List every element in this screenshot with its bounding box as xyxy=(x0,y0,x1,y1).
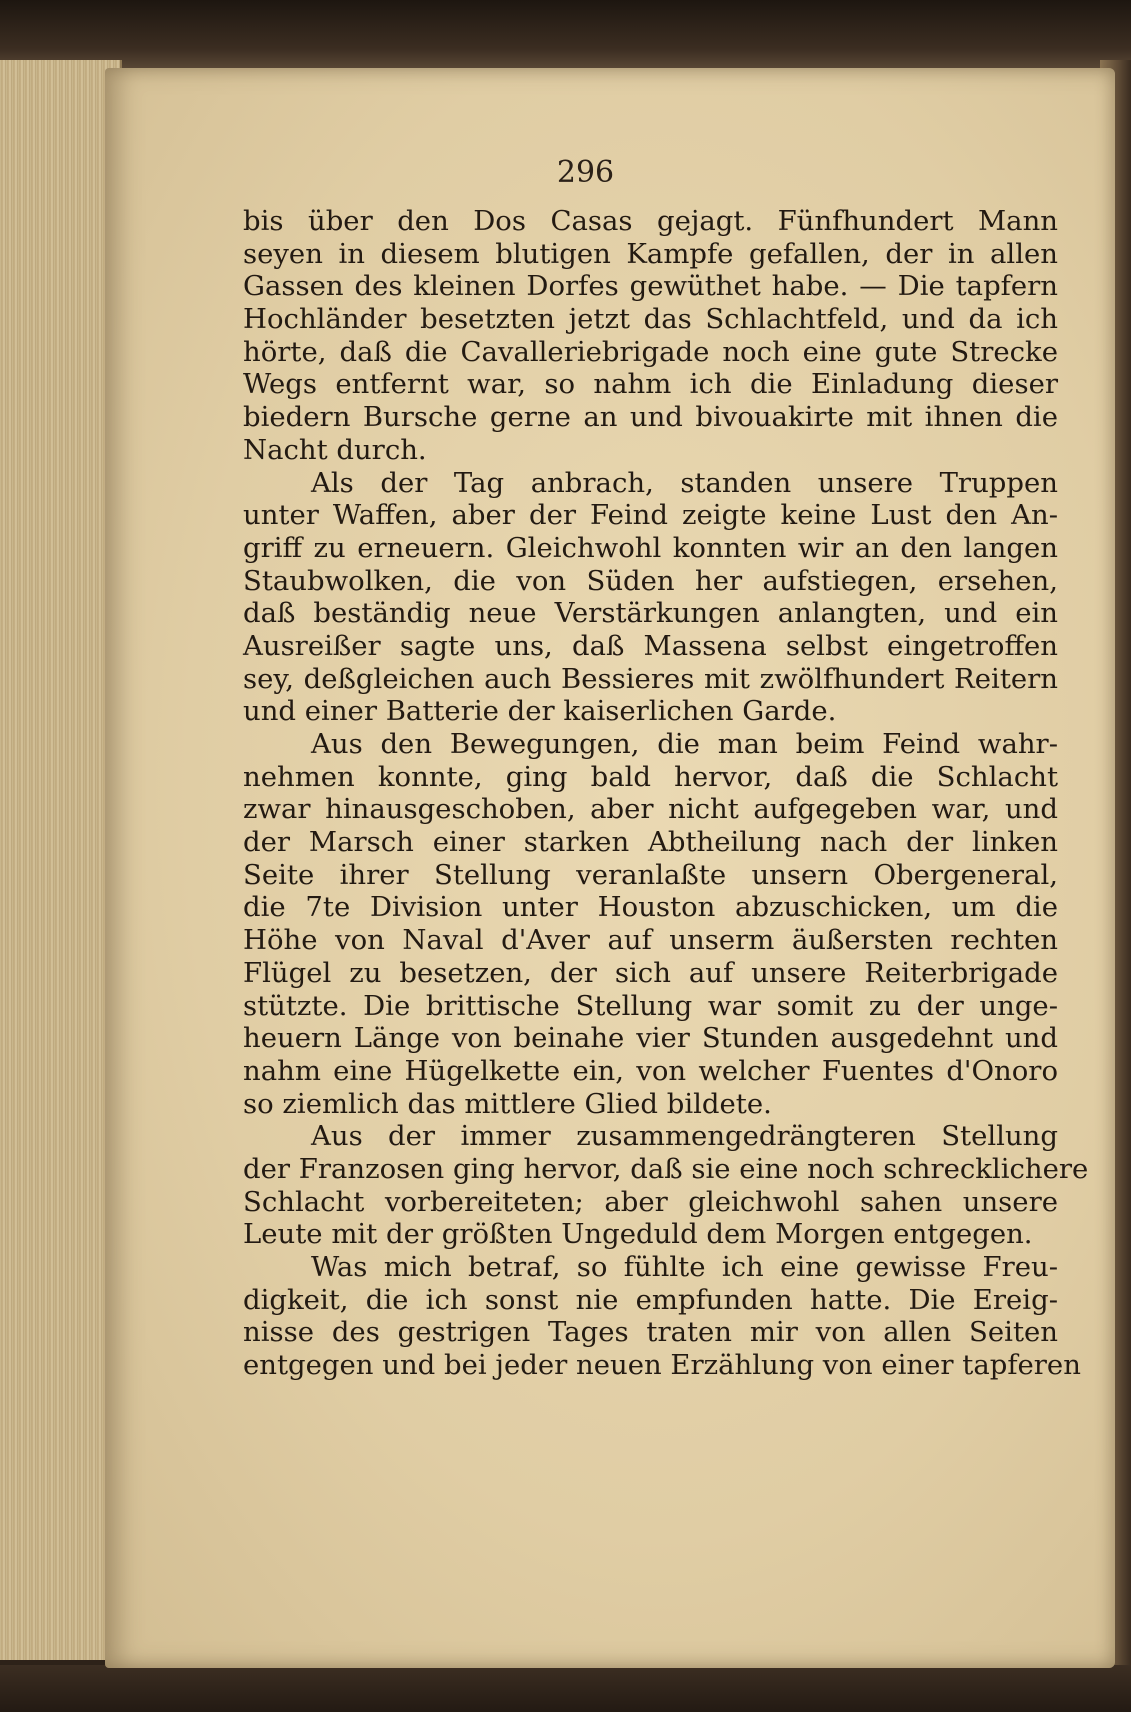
body-text xyxy=(243,205,1089,1382)
text-line: entgegen und bei jeder neuen Erzählung von einer tapferen xyxy=(243,1349,1081,1382)
text-line: der Franzosen ging hervor, daß sie eine noch schrecklichere xyxy=(243,1152,1089,1185)
text-line: zwar hinausgeschoben, aber nicht aufgegeben war, und xyxy=(243,793,1058,826)
text-line: Hochländer besetzten jetzt das Schlachtfeld, und da ich xyxy=(243,303,1058,336)
text-line: Ausreißer sagte uns, daß Massena selbst eingetroffen xyxy=(243,629,1058,662)
text-line: bis über den Dos Casas gejagt. Fünfhundert Mann xyxy=(243,205,1058,237)
text-line: hörte, daß die Cavalleriebrigade noch eine gute Strecke xyxy=(243,335,1058,368)
text-line: und einer Batterie der kaiserlichen Garde. xyxy=(243,695,837,728)
text-line: digkeit, die ich sonst nie empfunden hatte. Die Ereig- xyxy=(243,1283,1058,1316)
text-line: griff zu erneuern. Gleichwohl konnten wir an den langen xyxy=(243,531,1058,564)
book-top-edge xyxy=(0,0,1131,70)
text-line: der Marsch einer starken Abtheilung nach der linken xyxy=(243,826,1058,859)
text-line: Flügel zu besetzen, der sich auf unsere Reiterbrigade xyxy=(243,956,1058,989)
text-line: Als der Tag anbrach, standen unsere Truppen xyxy=(311,466,1058,499)
text-line: Wegs entfernt war, so nahm ich die Einladung dieser xyxy=(243,368,1058,401)
text-line: sey, deßgleichen auch Bessieres mit zwölfhundert Reitern xyxy=(243,662,1058,695)
text-line: Was mich betraf, so fühlte ich eine gewisse Freu- xyxy=(311,1251,1058,1283)
text-line: Aus den Bewegungen, die man beim Feind wahr- xyxy=(311,728,1058,760)
text-line: unter Waffen, aber der Feind zeigte keine Lust den An- xyxy=(243,499,1058,532)
text-line: Gassen des kleinen Dorfes gewüthet habe. — Die tapfern xyxy=(243,270,1058,303)
text-line: so ziemlich das mittlere Glied bildete. xyxy=(243,1087,772,1120)
book-bottom-edge xyxy=(0,1665,1131,1712)
page-stack-edge xyxy=(0,60,122,1660)
page-number: 296 xyxy=(556,155,615,190)
text-line: stützte. Die brittische Stellung war somit zu der unge- xyxy=(243,989,1058,1022)
text-line: Nacht durch. xyxy=(243,433,427,466)
text-line: daß beständig neue Verstärkungen anlangten, und ein xyxy=(243,597,1058,630)
text-line: Leute mit der größten Ungeduld dem Morgen entgegen. xyxy=(243,1218,1033,1251)
text-line: nahm eine Hügelkette ein, von welcher Fuentes d'Onoro xyxy=(243,1054,1058,1087)
text-line: Seite ihrer Stellung veranlaßte unsern Obergeneral, xyxy=(243,858,1058,891)
text-line: biedern Bursche gerne an und bivouakirte mit ihnen die xyxy=(243,401,1058,434)
text-line: Höhe von Naval d'Aver auf unserm äußersten rechten xyxy=(243,924,1058,957)
text-line: Staubwolken, die von Süden her aufstiegen, ersehen, xyxy=(243,564,1058,597)
text-line: Schlacht vorbereiteten; aber gleichwohl sahen unsere xyxy=(243,1185,1058,1218)
text-line: die 7te Division unter Houston abzuschicken, um die xyxy=(243,891,1058,924)
text-line: seyen in diesem blutigen Kampfe gefallen, der in allen xyxy=(243,237,1058,270)
text-line: Aus der immer zusammengedrängteren Stellung xyxy=(311,1120,1058,1153)
text-line: nehmen konnte, ging bald hervor, daß die Schlacht xyxy=(243,760,1058,793)
text-line: nisse des gestrigen Tages traten mir von allen Seiten xyxy=(243,1316,1058,1349)
text-line: heuern Länge von beinahe vier Stunden ausgedehnt und xyxy=(243,1022,1058,1055)
